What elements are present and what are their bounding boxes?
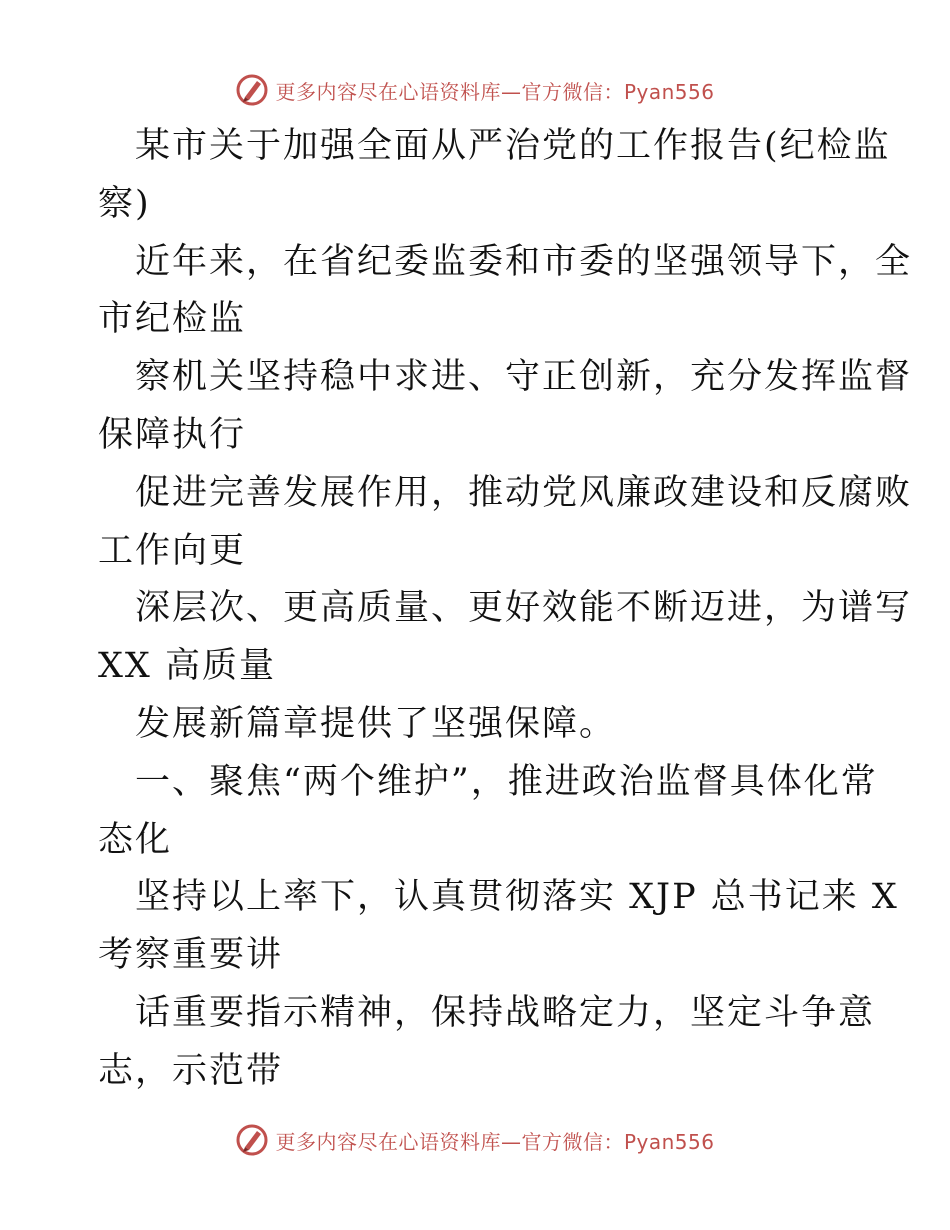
- text-line: 保障执行: [98, 414, 247, 455]
- text-line: 工作向更: [98, 530, 247, 571]
- text-line: 深层次、更高质量、更好效能不断迈进，为谱写: [135, 588, 913, 629]
- text-line: 坚持以上率下，认真贯彻落实 XJP 总书记来 X: [135, 877, 899, 918]
- footer-banner: [0, 1120, 950, 1160]
- header-banner: [0, 70, 950, 110]
- text-line: 话重要指示精神，保持战略定力，坚定斗争意: [135, 992, 876, 1033]
- banner-text: 更多内容尽在心语资料库—官方微信：Pyan556: [275, 1129, 715, 1154]
- text-line: 察机关坚持稳中求进、守正创新，充分发挥监督: [135, 357, 913, 398]
- text-line: 发展新篇章提供了坚强保障。: [135, 703, 617, 744]
- text-line: 某市关于加强全面从严治党的工作报告(纪检监: [135, 126, 891, 166]
- pen-logo-icon: [235, 73, 269, 107]
- text-line: 考察重要讲: [98, 935, 284, 976]
- section-heading: 一、聚焦“两个维护”，推进政治监督具体化常: [135, 761, 878, 802]
- text-line: 促进完善发展作用，推动党风廉政建设和反腐败: [135, 472, 913, 513]
- text-line: 志，示范带: [98, 1050, 284, 1091]
- text-line: 市纪检监: [98, 299, 247, 340]
- text-line: 察): [98, 183, 151, 224]
- text-line: 态化: [98, 819, 173, 860]
- text-line: 近年来，在省纪委监委和市委的坚强领导下，全: [135, 241, 913, 282]
- document-body: [98, 118, 913, 1101]
- text-line: XX 高质量: [98, 646, 276, 687]
- pen-logo-icon: [235, 1123, 269, 1157]
- banner-text: 更多内容尽在心语资料库—官方微信：Pyan556: [275, 79, 715, 104]
